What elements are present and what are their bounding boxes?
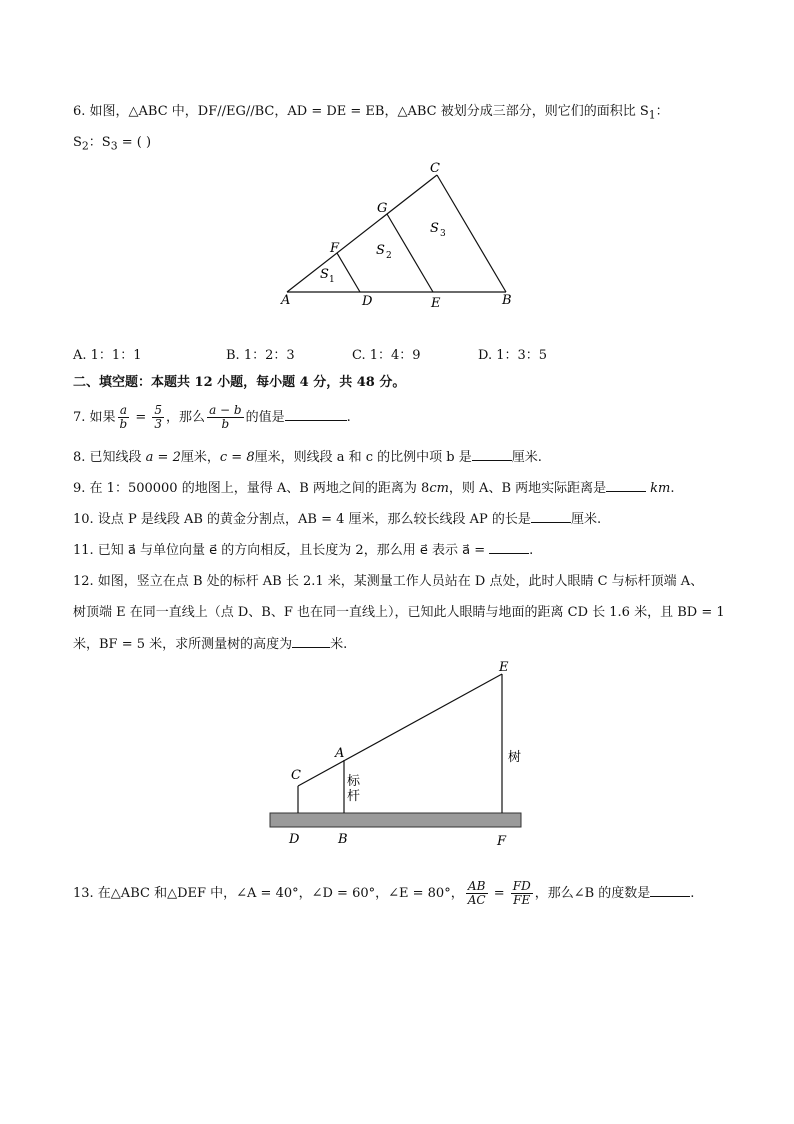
q11-pre: 11. 已知 a⃗ 与单位向量 e⃗ 的方向相反，且长度为 2，那么用 e⃗ 表示 a⃗ = <box>73 543 486 558</box>
q6-label-s1-sub: 1 <box>329 275 335 285</box>
q8-t1: 厘米， <box>180 450 220 465</box>
q6-text-end: ： <box>655 104 669 119</box>
q11-end: . <box>529 543 534 558</box>
q7-frac-53: $\frac{5}{3}$ <box>154 403 163 431</box>
q6-label-e: E <box>431 296 441 311</box>
q8-a-expr: a = 2 <box>145 450 181 465</box>
q13-pre: 13. 在△ABC 和△DEF 中，∠A = 40°，∠D = 60°，∠E = 80°， <box>73 886 464 901</box>
q8-end: 厘米. <box>511 450 542 465</box>
q13-post: ，那么∠B 的度数是 <box>534 886 651 901</box>
q10-end: 厘米. <box>570 512 602 527</box>
q12-label-a: A <box>335 746 345 761</box>
q7-eq: = <box>131 410 151 425</box>
q9-unit-cm: cm <box>429 481 449 496</box>
q6-option-a: A. 1：1：1 <box>73 348 142 363</box>
q13-frac-ab-ac: $\frac{AB}{AC}$ <box>467 879 486 907</box>
q8-answer-blank[interactable] <box>472 448 512 461</box>
q10-answer-blank[interactable] <box>531 510 571 523</box>
q13-answer-blank[interactable] <box>650 884 690 897</box>
q12-line3-pre: 米，BF = 5 米，求所测量树的高度为 <box>73 637 293 652</box>
q12-line-2: 树顶端 E 在同一直线上（点 D、B、F 也在同一直线上），已知此人眼睛与地面的距离 CD 长 1.6 米，且 BD = 1 <box>73 605 725 620</box>
q12-label-b: B <box>338 832 348 847</box>
section-2-header: 二、填空题：本题共 12 小题，每小题 4 分，共 48 分。 <box>73 375 406 390</box>
q6-label-c: C <box>430 161 440 176</box>
q13-end: . <box>690 886 695 901</box>
q9-pre: 9. 在 1：500000 的地图上，量得 A、B 两地之间的距离为 8 <box>73 481 430 496</box>
q9-unit-km: km <box>650 481 671 496</box>
q9 <box>73 479 675 498</box>
q6-label-a: A <box>281 293 291 308</box>
q6-label-g: G <box>377 201 388 216</box>
q6-text: 6. 如图，△ABC 中，DF//EG//BC，AD = DE = EB，△ABC 被划分成三部分，则它们的面积比 S <box>73 104 649 119</box>
q12-line3-end: 米. <box>330 637 348 652</box>
q6-label-b: B <box>502 293 512 308</box>
q6-label-s2: S <box>376 243 385 258</box>
q7-pre: 7. 如果 <box>73 410 116 425</box>
q6-triangle-figure <box>0 0 794 330</box>
q6-label-f: F <box>330 241 340 256</box>
q12-label-c: C <box>291 768 301 783</box>
q6-option-b: B. 1：2：3 <box>226 348 295 363</box>
q12-pole-label-1: 标 <box>347 774 361 789</box>
q6-label-s2-sub: 2 <box>386 251 392 261</box>
q9-end: . <box>670 481 675 496</box>
q10 <box>73 510 601 529</box>
q6-s2-sub: 2 <box>81 139 89 153</box>
q12-label-d: D <box>289 832 300 847</box>
q13 <box>73 880 694 908</box>
q7 <box>73 404 351 432</box>
q9-mid: ，则 A、B 两地实际距离是 <box>448 481 607 496</box>
q12-tree-figure <box>0 640 794 860</box>
q11 <box>73 541 533 560</box>
q6-s2: S <box>73 135 82 150</box>
q13-frac-fd-fe: $\frac{FD}{FE}$ <box>512 879 531 907</box>
q9-answer-blank[interactable] <box>606 479 646 492</box>
q6-option-c: C. 1：4：9 <box>352 348 421 363</box>
q7-answer-blank[interactable] <box>285 408 347 421</box>
q12-tree-label: 树 <box>508 750 522 765</box>
q6-s3: ：S <box>88 135 111 150</box>
q7-frac-ab: $\frac{a}{b}$ <box>119 403 128 431</box>
q6-sub: 1 <box>648 108 656 122</box>
q6-label-d: D <box>362 294 373 309</box>
q12-line-1: 12. 如图，竖立在点 B 处的标杆 AB 长 2.1 米，某测量工作人员站在 D 点处，此时人眼睛 C 与标杆顶端 A、 <box>73 574 704 589</box>
q8-c-expr: c = 8 <box>219 450 255 465</box>
q7-post: 的值是 <box>245 410 285 425</box>
q6-option-d: D. 1：3：5 <box>478 348 548 363</box>
q8-t2: 厘米，则线段 a 和 c 的比例中项 b 是 <box>254 450 472 465</box>
q12-pole-label-2: 杆 <box>347 789 361 804</box>
q13-eq: = <box>489 886 509 901</box>
q10-pre: 10. 设点 P 是线段 AB 的黄金分割点，AB = 4 厘米，那么较长线段 AP 的长是 <box>73 512 531 527</box>
q11-answer-blank[interactable] <box>489 541 529 554</box>
q6-label-s3-sub: 3 <box>440 229 446 239</box>
q8-pre: 8. 已知线段 <box>73 450 146 465</box>
q6-paren: = ( ) <box>117 135 152 150</box>
q6-label-s1: S <box>320 267 329 282</box>
q12-label-e: E <box>499 660 509 675</box>
q7-end: . <box>346 410 351 425</box>
q7-mid: ，那么 <box>166 410 206 425</box>
q12-label-f: F <box>497 834 507 849</box>
q6-s3-sub: 3 <box>110 139 118 153</box>
q8 <box>73 448 542 467</box>
q7-frac-amb: $\frac{a - b}{b}$ <box>209 403 242 431</box>
q6-label-s3: S <box>430 221 439 236</box>
